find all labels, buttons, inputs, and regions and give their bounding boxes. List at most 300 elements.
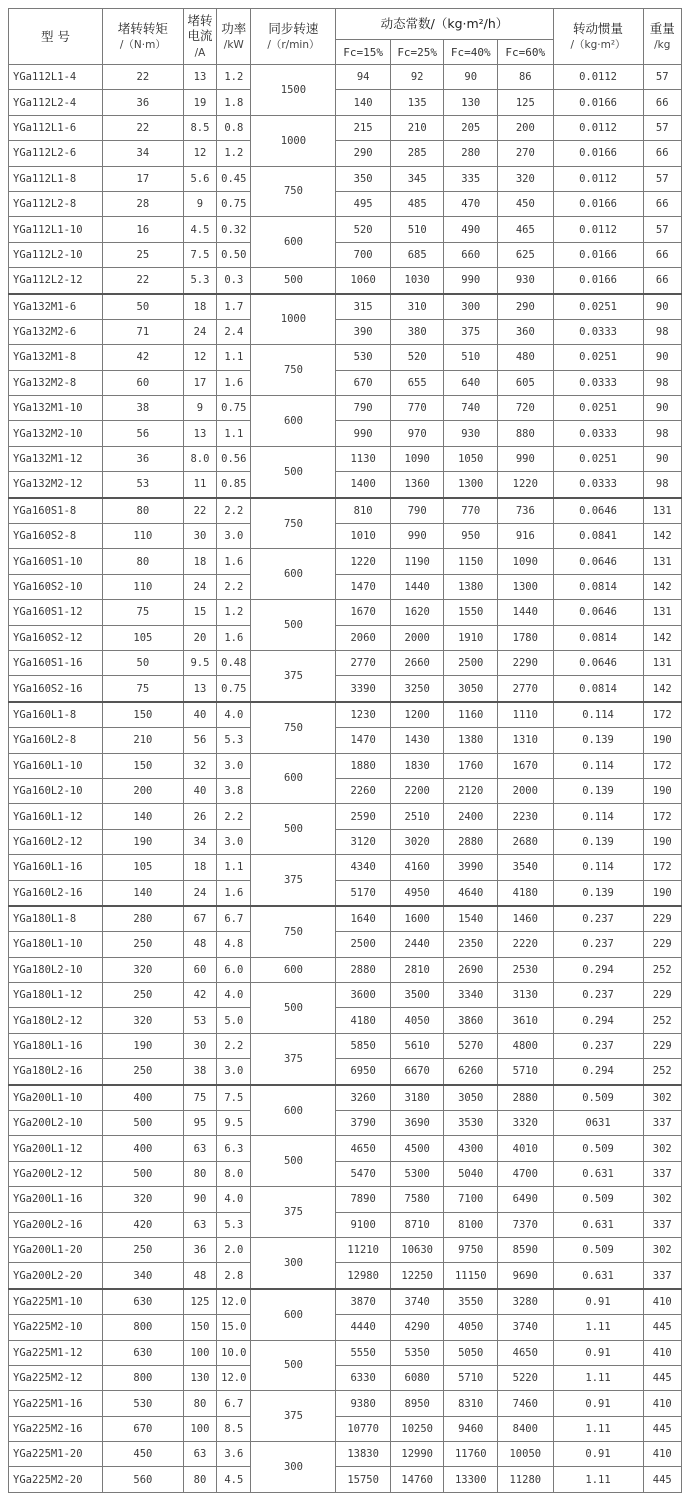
cell-inertia: 0.91 (553, 1340, 643, 1365)
cell-fc25: 10630 (390, 1237, 444, 1262)
cell-fc15: 2260 (336, 778, 391, 803)
cell-inertia: 0.0646 (553, 498, 643, 524)
cell-fc60: 625 (498, 242, 554, 267)
table-row (9, 880, 682, 906)
cell-fc25: 4050 (390, 1008, 444, 1033)
cell-speed: 750 (251, 702, 336, 753)
header-power-unit: /kW (223, 39, 244, 52)
cell-model: YGa200L1-20 (9, 1237, 103, 1262)
header-dynamic: 动态常数/（kg·m²/h） (336, 9, 553, 40)
cell-inertia: 0.0166 (553, 191, 643, 216)
cell-fc60: 1220 (498, 472, 554, 498)
cell-fc15: 530 (336, 345, 391, 370)
cell-weight: 172 (643, 753, 682, 778)
cell-fc25: 1830 (390, 753, 444, 778)
cell-model: YGa160L2-12 (9, 829, 103, 854)
cell-fc25: 2510 (390, 804, 444, 829)
cell-power: 0.48 (217, 650, 251, 675)
cell-fc25: 12250 (390, 1263, 444, 1289)
cell-inertia: 0.509 (553, 1136, 643, 1161)
cell-speed: 500 (251, 1136, 336, 1187)
cell-inertia: 0.0814 (553, 676, 643, 702)
table-row (9, 728, 682, 753)
cell-fc60: 4650 (498, 1340, 554, 1365)
cell-fc15: 1640 (336, 906, 391, 932)
cell-model: YGa112L2-4 (9, 90, 103, 115)
cell-torque: 53 (102, 472, 183, 498)
cell-fc60: 3540 (498, 855, 554, 880)
cell-fc15: 3600 (336, 983, 391, 1008)
cell-fc60: 2880 (498, 1085, 554, 1111)
cell-inertia: 0.0333 (553, 421, 643, 446)
cell-weight: 90 (643, 446, 682, 471)
cell-inertia: 0.294 (553, 1008, 643, 1033)
cell-model: YGa200L1-16 (9, 1187, 103, 1212)
cell-fc60: 1460 (498, 906, 554, 932)
cell-fc40: 990 (444, 268, 498, 294)
cell-torque: 36 (102, 446, 183, 471)
cell-speed: 600 (251, 396, 336, 447)
cell-inertia: 0.0112 (553, 65, 643, 90)
cell-fc15: 6950 (336, 1059, 391, 1085)
cell-inertia: 0.631 (553, 1212, 643, 1237)
header-speed-label: 同步转速 (268, 20, 319, 36)
cell-current: 18 (183, 549, 216, 574)
cell-fc40: 9750 (444, 1237, 498, 1262)
cell-current: 17 (183, 370, 216, 395)
cell-speed: 300 (251, 1237, 336, 1288)
cell-current: 34 (183, 829, 216, 854)
header-current (183, 9, 216, 65)
cell-fc60: 270 (498, 141, 554, 166)
cell-torque: 140 (102, 804, 183, 829)
header-weight-label: 重量 (649, 20, 675, 36)
cell-power: 4.8 (217, 932, 251, 957)
cell-current: 80 (183, 1467, 216, 1492)
table-row (9, 1365, 682, 1390)
cell-fc60: 3740 (498, 1315, 554, 1340)
cell-fc40: 1050 (444, 446, 498, 471)
table-row (9, 1340, 682, 1365)
cell-fc60: 3610 (498, 1008, 554, 1033)
cell-fc15: 7890 (336, 1187, 391, 1212)
cell-model: YGa112L2-6 (9, 141, 103, 166)
cell-fc40: 770 (444, 498, 498, 524)
cell-torque: 420 (102, 1212, 183, 1237)
cell-power: 10.0 (217, 1340, 251, 1365)
table-row (9, 702, 682, 728)
cell-model: YGa132M1-8 (9, 345, 103, 370)
cell-current: 9 (183, 191, 216, 216)
cell-fc60: 1090 (498, 549, 554, 574)
cell-fc60: 4180 (498, 880, 554, 906)
cell-torque: 42 (102, 345, 183, 370)
cell-fc60: 320 (498, 166, 554, 191)
cell-fc15: 670 (336, 370, 391, 395)
cell-power: 6.0 (217, 957, 251, 982)
cell-torque: 110 (102, 574, 183, 599)
cell-inertia: 0.0333 (553, 472, 643, 498)
cell-inertia: 0.237 (553, 983, 643, 1008)
cell-fc15: 12980 (336, 1263, 391, 1289)
cell-model: YGa180L1-16 (9, 1033, 103, 1058)
cell-fc40: 1540 (444, 906, 498, 932)
cell-torque: 250 (102, 1237, 183, 1262)
cell-fc25: 3180 (390, 1085, 444, 1111)
cell-power: 8.5 (217, 1416, 251, 1441)
table-row (9, 370, 682, 395)
cell-weight: 57 (643, 166, 682, 191)
cell-fc25: 1030 (390, 268, 444, 294)
cell-inertia: 0.0166 (553, 242, 643, 267)
cell-weight: 131 (643, 650, 682, 675)
table-body (9, 65, 682, 1493)
cell-inertia: 0.114 (553, 804, 643, 829)
cell-current: 24 (183, 319, 216, 344)
cell-power: 4.5 (217, 1467, 251, 1492)
cell-torque: 670 (102, 1416, 183, 1441)
cell-fc60: 880 (498, 421, 554, 446)
cell-current: 36 (183, 1237, 216, 1262)
cell-current: 13 (183, 421, 216, 446)
cell-weight: 410 (643, 1391, 682, 1416)
table-row (9, 446, 682, 471)
cell-speed: 1500 (251, 65, 336, 116)
cell-inertia: 0.0112 (553, 166, 643, 191)
cell-inertia: 0.0166 (553, 141, 643, 166)
cell-inertia: 0.114 (553, 702, 643, 728)
cell-torque: 800 (102, 1315, 183, 1340)
cell-torque: 80 (102, 498, 183, 524)
cell-fc25: 1200 (390, 702, 444, 728)
cell-torque: 800 (102, 1365, 183, 1390)
cell-power: 4.0 (217, 983, 251, 1008)
cell-fc60: 3320 (498, 1111, 554, 1136)
cell-power: 1.6 (217, 625, 251, 650)
cell-fc25: 285 (390, 141, 444, 166)
cell-model: YGa180L2-12 (9, 1008, 103, 1033)
cell-fc40: 3860 (444, 1008, 498, 1033)
cell-power: 2.2 (217, 498, 251, 524)
cell-fc40: 8100 (444, 1212, 498, 1237)
cell-fc40: 1910 (444, 625, 498, 650)
cell-fc40: 3050 (444, 1085, 498, 1111)
cell-power: 0.3 (217, 268, 251, 294)
cell-inertia: 1.11 (553, 1315, 643, 1340)
cell-current: 75 (183, 1085, 216, 1111)
cell-power: 0.75 (217, 191, 251, 216)
cell-model: YGa112L1-6 (9, 115, 103, 140)
cell-current: 80 (183, 1391, 216, 1416)
cell-fc25: 1600 (390, 906, 444, 932)
table-row (9, 1289, 682, 1315)
header-torque (102, 9, 183, 65)
cell-fc25: 2200 (390, 778, 444, 803)
cell-fc15: 315 (336, 294, 391, 320)
cell-fc15: 10770 (336, 1416, 391, 1441)
cell-torque: 80 (102, 549, 183, 574)
cell-fc40: 2880 (444, 829, 498, 854)
cell-fc60: 4010 (498, 1136, 554, 1161)
cell-inertia: 0.0646 (553, 549, 643, 574)
table-row (9, 1136, 682, 1161)
cell-fc15: 1010 (336, 524, 391, 549)
cell-fc40: 2690 (444, 957, 498, 982)
cell-model: YGa180L1-10 (9, 932, 103, 957)
cell-fc15: 2590 (336, 804, 391, 829)
cell-fc15: 5850 (336, 1033, 391, 1058)
cell-model: YGa225M2-10 (9, 1315, 103, 1340)
cell-inertia: 0.0251 (553, 294, 643, 320)
cell-current: 9 (183, 396, 216, 421)
cell-current: 8.5 (183, 115, 216, 140)
table-row (9, 1391, 682, 1416)
cell-torque: 17 (102, 166, 183, 191)
cell-model: YGa160L1-16 (9, 855, 103, 880)
cell-fc60: 11280 (498, 1467, 554, 1492)
cell-speed: 500 (251, 1340, 336, 1391)
table-row (9, 1033, 682, 1058)
cell-weight: 172 (643, 855, 682, 880)
cell-fc60: 916 (498, 524, 554, 549)
cell-model: YGa112L2-10 (9, 242, 103, 267)
cell-torque: 210 (102, 728, 183, 753)
cell-model: YGa132M1-10 (9, 396, 103, 421)
table-row (9, 524, 682, 549)
cell-fc25: 3020 (390, 829, 444, 854)
cell-fc40: 90 (444, 65, 498, 90)
table-row (9, 650, 682, 675)
cell-fc40: 9460 (444, 1416, 498, 1441)
cell-model: YGa160S2-12 (9, 625, 103, 650)
cell-current: 30 (183, 1033, 216, 1058)
cell-torque: 250 (102, 1059, 183, 1085)
cell-model: YGa112L1-4 (9, 65, 103, 90)
cell-current: 125 (183, 1289, 216, 1315)
table-row (9, 1467, 682, 1492)
cell-fc25: 485 (390, 191, 444, 216)
cell-fc25: 10250 (390, 1416, 444, 1441)
cell-fc25: 520 (390, 345, 444, 370)
cell-fc60: 86 (498, 65, 554, 90)
cell-fc15: 4440 (336, 1315, 391, 1340)
table-row (9, 1237, 682, 1262)
cell-fc60: 4700 (498, 1161, 554, 1186)
cell-weight: 172 (643, 804, 682, 829)
cell-fc15: 4650 (336, 1136, 391, 1161)
cell-fc40: 950 (444, 524, 498, 549)
cell-fc60: 1110 (498, 702, 554, 728)
cell-current: 20 (183, 625, 216, 650)
cell-fc25: 6670 (390, 1059, 444, 1085)
table-row (9, 1263, 682, 1289)
cell-fc15: 1230 (336, 702, 391, 728)
cell-torque: 22 (102, 65, 183, 90)
table-row (9, 625, 682, 650)
table-row (9, 1212, 682, 1237)
cell-speed: 600 (251, 753, 336, 804)
cell-fc25: 990 (390, 524, 444, 549)
cell-fc25: 1440 (390, 574, 444, 599)
cell-current: 38 (183, 1059, 216, 1085)
cell-fc60: 480 (498, 345, 554, 370)
cell-fc15: 5470 (336, 1161, 391, 1186)
cell-fc15: 810 (336, 498, 391, 524)
cell-fc40: 7100 (444, 1187, 498, 1212)
header-inertia-label: 转动惯量 (573, 20, 624, 36)
cell-fc60: 605 (498, 370, 554, 395)
cell-inertia: 0.0814 (553, 574, 643, 599)
cell-torque: 630 (102, 1289, 183, 1315)
cell-inertia: 1.11 (553, 1365, 643, 1390)
cell-current: 100 (183, 1416, 216, 1441)
cell-inertia: 0.0646 (553, 600, 643, 625)
table-row (9, 932, 682, 957)
cell-model: YGa112L2-12 (9, 268, 103, 294)
cell-weight: 302 (643, 1136, 682, 1161)
cell-fc60: 990 (498, 446, 554, 471)
cell-weight: 410 (643, 1442, 682, 1467)
cell-weight: 90 (643, 396, 682, 421)
cell-fc60: 2290 (498, 650, 554, 675)
cell-fc25: 5300 (390, 1161, 444, 1186)
cell-speed: 750 (251, 498, 336, 549)
cell-current: 100 (183, 1340, 216, 1365)
cell-fc15: 9100 (336, 1212, 391, 1237)
cell-current: 26 (183, 804, 216, 829)
cell-torque: 38 (102, 396, 183, 421)
cell-power: 7.5 (217, 1085, 251, 1111)
cell-fc15: 15750 (336, 1467, 391, 1492)
cell-current: 80 (183, 1161, 216, 1186)
cell-fc40: 5040 (444, 1161, 498, 1186)
cell-current: 15 (183, 600, 216, 625)
cell-fc15: 3790 (336, 1111, 391, 1136)
cell-speed: 600 (251, 957, 336, 982)
cell-speed: 500 (251, 600, 336, 651)
cell-current: 5.3 (183, 268, 216, 294)
cell-power: 12.0 (217, 1289, 251, 1315)
cell-fc15: 350 (336, 166, 391, 191)
cell-fc60: 8590 (498, 1237, 554, 1262)
cell-torque: 50 (102, 650, 183, 675)
cell-current: 150 (183, 1315, 216, 1340)
cell-inertia: 0.631 (553, 1263, 643, 1289)
cell-inertia: 0.237 (553, 906, 643, 932)
table-row (9, 268, 682, 294)
cell-speed: 375 (251, 1391, 336, 1442)
cell-weight: 190 (643, 829, 682, 854)
cell-torque: 560 (102, 1467, 183, 1492)
cell-current: 63 (183, 1212, 216, 1237)
cell-fc15: 4180 (336, 1008, 391, 1033)
cell-fc40: 1150 (444, 549, 498, 574)
cell-current: 24 (183, 880, 216, 906)
cell-weight: 445 (643, 1365, 682, 1390)
cell-model: YGa200L2-10 (9, 1111, 103, 1136)
cell-fc25: 2810 (390, 957, 444, 982)
cell-torque: 200 (102, 778, 183, 803)
cell-model: YGa160L2-16 (9, 880, 103, 906)
cell-speed: 500 (251, 804, 336, 855)
cell-power: 5.3 (217, 1212, 251, 1237)
cell-model: YGa225M1-16 (9, 1391, 103, 1416)
cell-model: YGa160S1-16 (9, 650, 103, 675)
cell-fc25: 3740 (390, 1289, 444, 1315)
table-row (9, 1442, 682, 1467)
cell-fc60: 736 (498, 498, 554, 524)
cell-power: 2.2 (217, 574, 251, 599)
cell-torque: 500 (102, 1161, 183, 1186)
table-row (9, 90, 682, 115)
cell-model: YGa200L1-10 (9, 1085, 103, 1111)
cell-power: 1.6 (217, 370, 251, 395)
cell-weight: 252 (643, 957, 682, 982)
cell-power: 3.0 (217, 753, 251, 778)
cell-speed: 500 (251, 983, 336, 1034)
cell-fc60: 450 (498, 191, 554, 216)
cell-speed: 750 (251, 906, 336, 957)
cell-fc40: 375 (444, 319, 498, 344)
cell-weight: 445 (643, 1315, 682, 1340)
cell-fc15: 2500 (336, 932, 391, 957)
cell-torque: 150 (102, 753, 183, 778)
table-row (9, 166, 682, 191)
cell-inertia: 0.0841 (553, 524, 643, 549)
table-row (9, 421, 682, 446)
cell-weight: 337 (643, 1263, 682, 1289)
cell-fc25: 655 (390, 370, 444, 395)
cell-torque: 36 (102, 90, 183, 115)
cell-fc25: 770 (390, 396, 444, 421)
cell-model: YGa200L2-16 (9, 1212, 103, 1237)
cell-fc40: 11150 (444, 1263, 498, 1289)
cell-power: 2.8 (217, 1263, 251, 1289)
cell-current: 12 (183, 141, 216, 166)
motor-spec-table (8, 8, 682, 1493)
cell-current: 8.0 (183, 446, 216, 471)
table-row (9, 906, 682, 932)
cell-fc40: 280 (444, 141, 498, 166)
cell-fc15: 1470 (336, 728, 391, 753)
cell-torque: 110 (102, 524, 183, 549)
cell-weight: 302 (643, 1085, 682, 1111)
cell-torque: 105 (102, 855, 183, 880)
cell-weight: 445 (643, 1416, 682, 1441)
cell-fc60: 1310 (498, 728, 554, 753)
cell-weight: 410 (643, 1340, 682, 1365)
cell-weight: 66 (643, 191, 682, 216)
cell-fc25: 3250 (390, 676, 444, 702)
cell-model: YGa200L2-12 (9, 1161, 103, 1186)
header-fc-15: Fc=15% (336, 40, 391, 65)
cell-fc15: 2880 (336, 957, 391, 982)
cell-fc40: 2120 (444, 778, 498, 803)
cell-fc25: 1620 (390, 600, 444, 625)
cell-power: 1.1 (217, 421, 251, 446)
cell-speed: 500 (251, 268, 336, 294)
table-row (9, 1111, 682, 1136)
cell-torque: 280 (102, 906, 183, 932)
cell-current: 48 (183, 1263, 216, 1289)
cell-fc60: 1780 (498, 625, 554, 650)
cell-torque: 400 (102, 1136, 183, 1161)
cell-inertia: 0.139 (553, 778, 643, 803)
cell-fc15: 790 (336, 396, 391, 421)
cell-fc40: 510 (444, 345, 498, 370)
cell-power: 15.0 (217, 1315, 251, 1340)
cell-weight: 98 (643, 472, 682, 498)
